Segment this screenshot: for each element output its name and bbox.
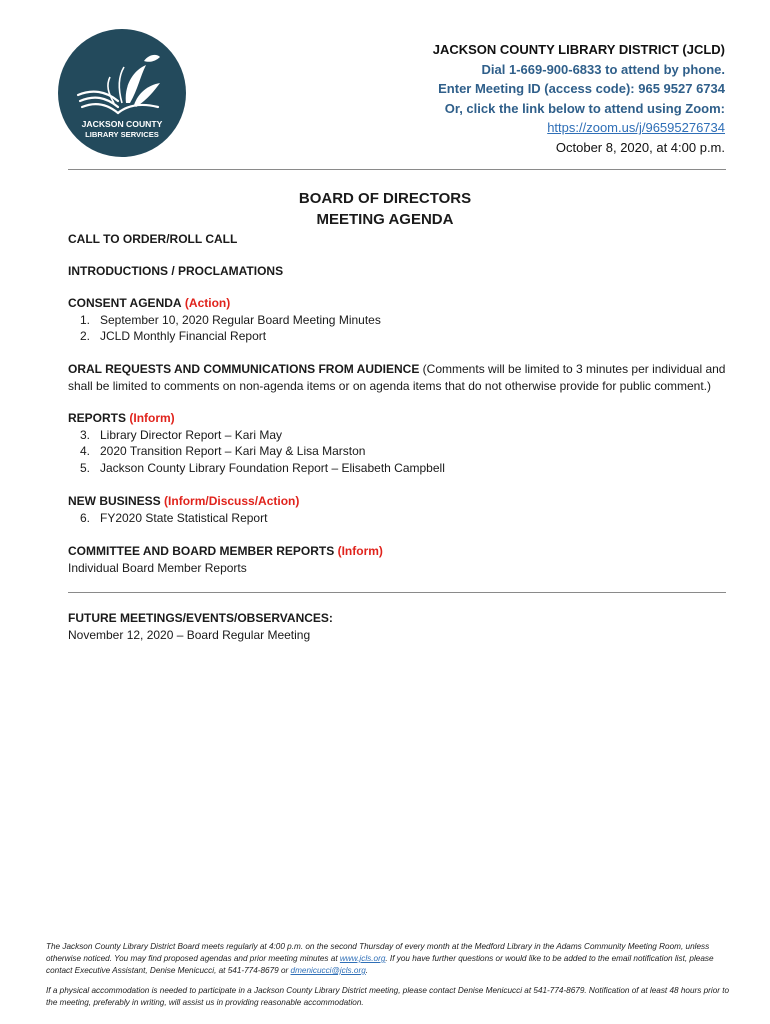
title-line2: MEETING AGENDA <box>316 211 454 228</box>
zoom-prompt: Or, click the link below to attend using Zoom: <box>444 100 725 116</box>
logo-text-line2: LIBRARY SERVICES <box>85 130 159 139</box>
item-number: 5. <box>80 460 91 475</box>
future-meetings <box>68 610 728 643</box>
website-link[interactable]: www.jcls.org <box>339 954 386 963</box>
agenda-title <box>0 188 770 230</box>
committee-tag: (Inform) <box>337 544 383 558</box>
item-number: 6. <box>80 510 91 525</box>
consent-agenda <box>68 295 728 345</box>
list-item <box>68 328 728 345</box>
new-business <box>68 493 728 526</box>
zoom-link[interactable]: https://zoom.us/j/96595276734 <box>547 120 725 135</box>
footer-text-c: . <box>365 966 369 975</box>
future-text: November 12, 2020 – Board Regular Meeting <box>68 627 311 642</box>
library-logo <box>58 29 186 157</box>
oral-text-2: shall be limited to comments on non-agenda items or on agenda items that do not otherwise provide for public comment.) <box>68 378 712 393</box>
reports-tag: (Inform) <box>129 411 175 425</box>
section-divider <box>68 592 726 593</box>
item-number: 3. <box>80 427 91 442</box>
call-to-order-heading: CALL TO ORDER/ROLL CALL <box>68 232 238 246</box>
reports-heading: REPORTS <box>68 411 127 425</box>
logo-text-line1: JACKSON COUNTY <box>81 119 163 129</box>
footer-text-b: . If you have further questions or would like to be added to the email notification list, please contact Executive Assistant, Denise Menicucci, at 541-774-8679 or <box>46 954 714 975</box>
oral-heading: ORAL REQUESTS AND COMMUNICATIONS FROM AUDIENCE <box>68 362 420 376</box>
district-name: JACKSON COUNTY LIBRARY DISTRICT (JCLD) <box>432 42 725 57</box>
committee-reports <box>68 543 728 576</box>
list-item <box>68 510 728 527</box>
list-item <box>68 460 728 477</box>
item-number: 4. <box>80 444 91 458</box>
consent-tag: (Action) <box>184 296 231 310</box>
list-item <box>68 443 728 460</box>
meeting-date: October 8, 2020, at 4:00 p.m. <box>555 139 725 155</box>
consent-heading: CONSENT AGENDA <box>68 296 182 310</box>
item-text: FY2020 State Statistical Report <box>100 510 268 525</box>
oral-text-1: (Comments will be limited to 3 minutes per individual and <box>419 362 726 376</box>
email-link[interactable]: dmenicucci@jcls.org <box>290 966 366 975</box>
future-heading: FUTURE MEETINGS/EVENTS/OBSERVANCES: <box>68 611 333 625</box>
call-to-order <box>68 231 728 248</box>
list-item <box>68 427 728 444</box>
item-text: JCLD Monthly Financial Report <box>100 329 267 343</box>
list-item <box>68 312 728 329</box>
reports <box>68 410 728 476</box>
introductions-heading: INTRODUCTIONS / PROCLAMATIONS <box>68 264 284 278</box>
accommodation-notice <box>46 985 730 1009</box>
new-business-tag: (Inform/Discuss/Action) <box>164 494 300 508</box>
footer-notice <box>46 941 730 977</box>
committee-text: Individual Board Member Reports <box>68 560 247 575</box>
item-number: 2. <box>80 329 91 343</box>
phone-instructions: Dial 1-669-900-6833 to attend by phone. <box>481 61 725 77</box>
meeting-header <box>433 40 725 157</box>
item-text: 2020 Transition Report – Kari May & Lisa Marston <box>100 444 366 458</box>
item-text: Jackson County Library Foundation Report – Elisabeth Campbell <box>100 460 445 475</box>
oral-requests <box>68 361 728 394</box>
item-number: 1. <box>80 312 91 327</box>
committee-heading: COMMITTEE AND BOARD MEMBER REPORTS <box>68 544 335 558</box>
new-business-heading: NEW BUSINESS <box>68 494 161 508</box>
header-divider <box>68 169 726 170</box>
meeting-id: Enter Meeting ID (access code): 965 9527 6734 <box>438 81 725 96</box>
introductions <box>68 263 728 280</box>
accommodation-text: If a physical accommodation is needed to participate in a Jackson County Library District meeting, please contact Denise Menicucci at 541-774-8679. Notification of at least 48 hours prior to the meeting, preferably in writing, will assist us in providing reasonable accommodation. <box>46 986 730 1007</box>
item-text: Library Director Report – Kari May <box>100 427 283 442</box>
title-line1: BOARD OF DIRECTORS <box>298 190 472 207</box>
item-text: September 10, 2020 Regular Board Meeting Minutes <box>100 312 381 327</box>
footer-text-a: The Jackson County Library District Board meets regularly at 4:00 p.m. on the second Thursday of every month at the Medford Library in the Adams Community Meeting Room, unless otherwise noticed. You may find proposed agendas and prior meeting minutes at <box>46 942 710 963</box>
